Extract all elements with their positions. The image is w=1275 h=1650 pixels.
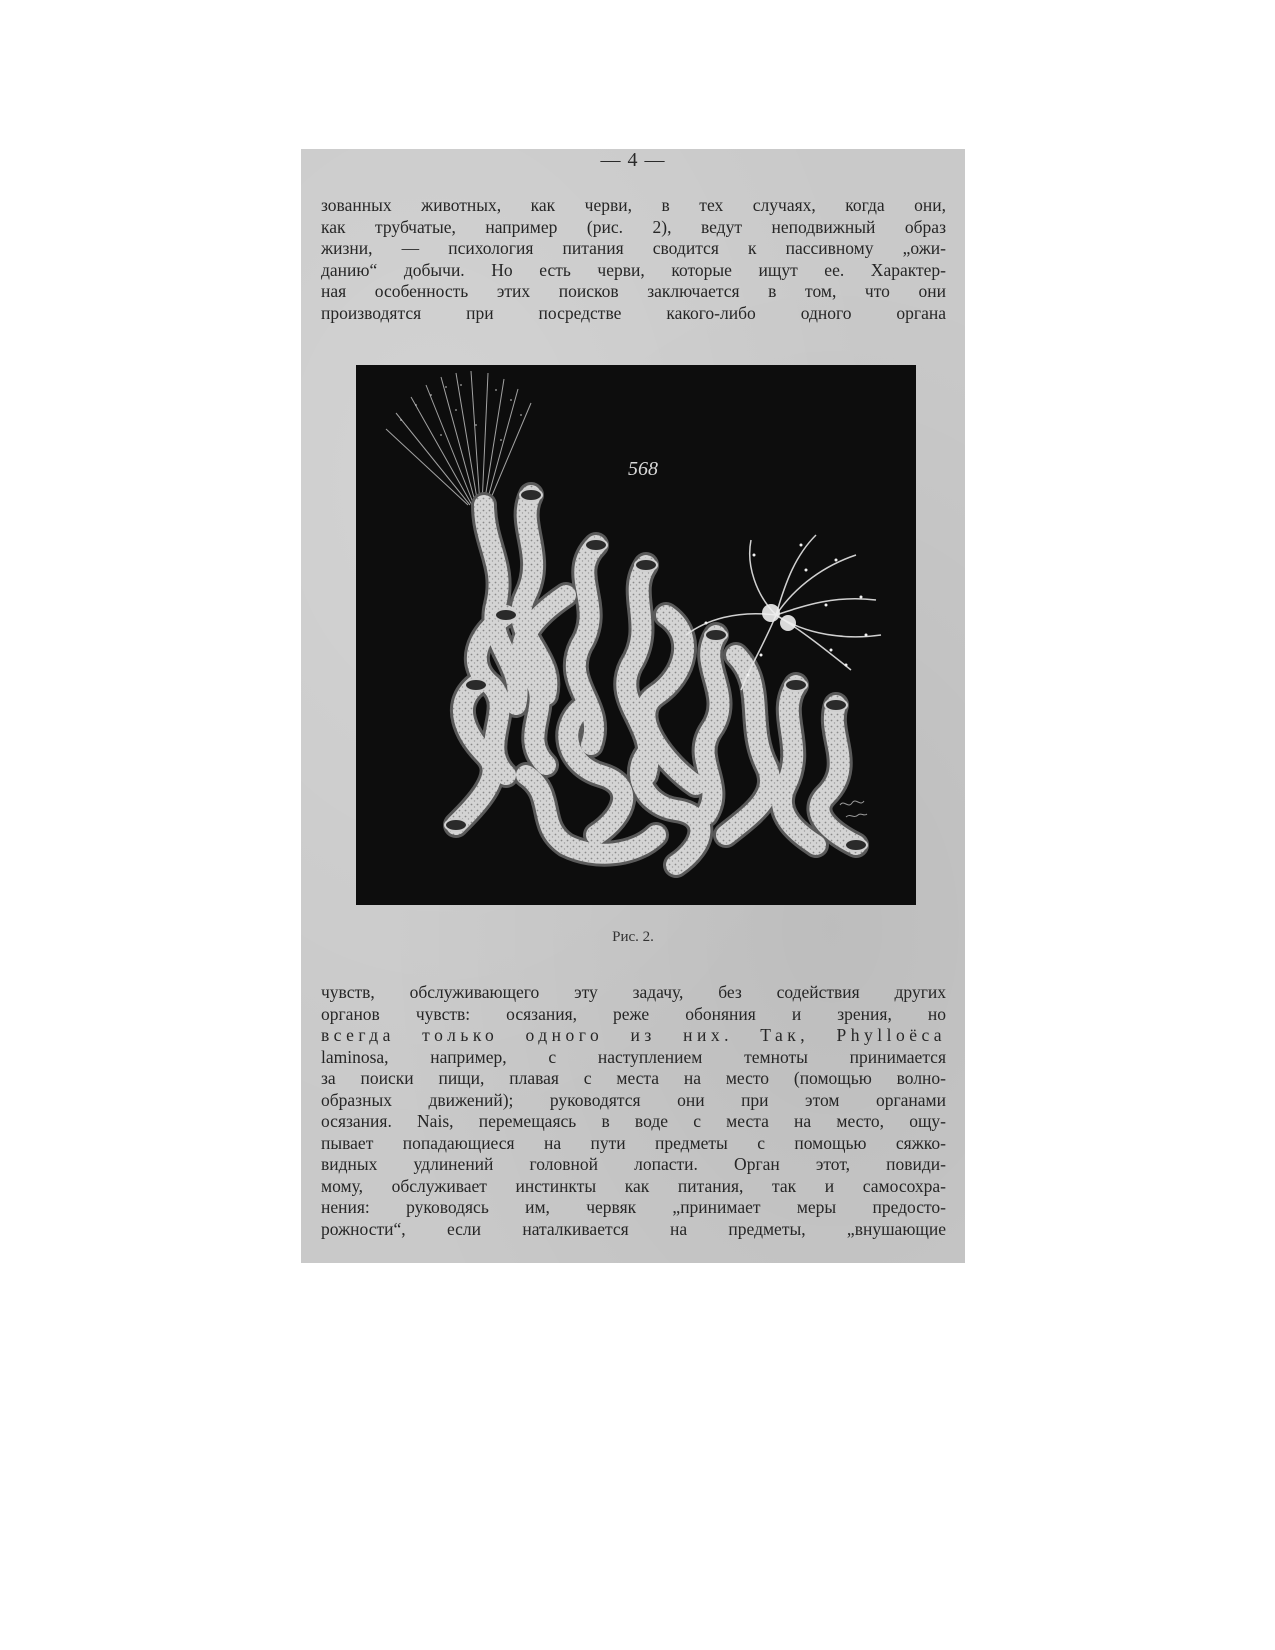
text-line: жизни, — психология питания сводится к пассивному „ожи- [321, 238, 946, 258]
tube-worms-illustration [356, 365, 916, 905]
text-line: за поиски пищи, плавая с места на место (помощью волно- [321, 1068, 946, 1088]
bottom-paragraph [321, 982, 946, 1240]
illustration-drawing [356, 365, 916, 905]
text-line: рожности“, если наталкивается на предметы, „внушающие [321, 1218, 946, 1239]
text-line: зованных животных, как черви, в тех случаях, когда они, [321, 195, 946, 215]
text-line: laminosa, например, с наступлением темноты принимается [321, 1046, 946, 1067]
text-line: чувств, обслуживающего эту задачу, без содействия других [321, 982, 946, 1002]
page-number: — 4 — [600, 149, 666, 171]
scanned-page [301, 149, 965, 1263]
text-line: видных удлинений головной лопасти. Орган этот, повиди- [321, 1154, 946, 1174]
figure-caption: Рис. 2. [612, 929, 654, 945]
top-paragraph [321, 195, 946, 324]
text-line: образных движений); руководятся они при этом органами [321, 1089, 946, 1110]
text-line: мому, обслуживает инстинкты как питания, так и самосохра- [321, 1175, 946, 1196]
text-line: производятся при посредстве какого-либо одного органа [321, 302, 946, 323]
text-line: пывает попадающиеся на пути предметы с помощью сяжко- [321, 1132, 946, 1153]
text-line: всегда только одного из них. Так, Phylloëca [321, 1025, 946, 1045]
text-line: как трубчатые, например (рис. 2), ведут неподвижный образ [321, 216, 946, 237]
text-line: осязания. Nais, перемещаясь в воде с места на место, ощу- [321, 1111, 946, 1131]
text-line: ная особенность этих поисков заключается в том, что они [321, 281, 946, 301]
text-line: нения: руководясь им, червяк „принимает меры предосто- [321, 1197, 946, 1217]
text-line: органов чувств: осязания, реже обоняния и зрения, но [321, 1003, 946, 1024]
figure-number: 568 [628, 458, 658, 480]
text-line: данию“ добычи. Но есть черви, которые ищут ее. Характер- [321, 259, 946, 280]
